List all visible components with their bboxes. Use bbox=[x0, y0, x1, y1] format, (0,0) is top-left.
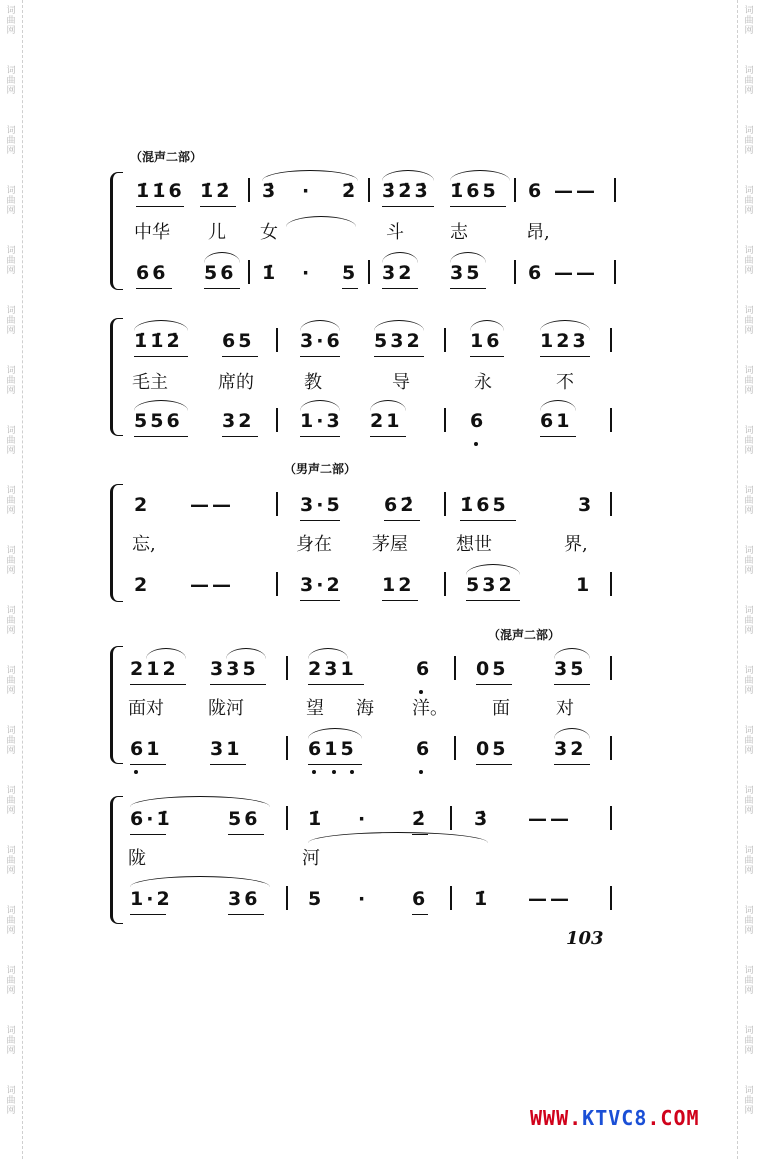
slur bbox=[286, 216, 356, 227]
note-group: 6·1̇ bbox=[130, 808, 173, 830]
note-group: —— bbox=[554, 262, 598, 284]
slur bbox=[382, 252, 418, 263]
note-group: 05 bbox=[476, 738, 509, 760]
bar-line bbox=[368, 260, 370, 284]
margin-watermark-glyphs: 词 曲 网 bbox=[6, 606, 16, 636]
margin-watermark-glyphs: 词 曲 网 bbox=[744, 546, 754, 576]
low-octave-dot bbox=[474, 442, 478, 446]
bar-line bbox=[444, 328, 446, 352]
note-group: 56 bbox=[204, 262, 237, 284]
slur bbox=[554, 728, 590, 739]
note-group: 65 bbox=[222, 330, 255, 352]
underline bbox=[412, 914, 428, 915]
margin-watermark-glyphs: 词 曲 网 bbox=[744, 366, 754, 396]
bar-line bbox=[610, 328, 612, 352]
section-label-male-duet: （男声二部） bbox=[284, 462, 357, 476]
bar-line bbox=[454, 656, 456, 680]
bar-line bbox=[286, 886, 288, 910]
slur bbox=[262, 170, 358, 181]
bar-line bbox=[610, 572, 612, 596]
lyric-text: 望 bbox=[306, 698, 324, 719]
underline bbox=[554, 764, 590, 765]
note-group: 1̇65 bbox=[460, 494, 509, 516]
underline bbox=[134, 356, 188, 357]
margin-watermark-glyphs: 词 曲 网 bbox=[6, 1026, 16, 1056]
underline bbox=[540, 356, 590, 357]
bar-line bbox=[444, 572, 446, 596]
upper-voice-row bbox=[110, 490, 630, 520]
bar-line bbox=[614, 260, 616, 284]
slur bbox=[554, 648, 590, 659]
note-group: 3·6 bbox=[300, 330, 343, 352]
upper-voice-row bbox=[110, 654, 630, 684]
underline bbox=[210, 764, 246, 765]
note-group: 21 bbox=[370, 410, 403, 432]
underline bbox=[210, 684, 266, 685]
note-group: 532 bbox=[466, 574, 515, 596]
lyric-text: 河 bbox=[302, 848, 320, 869]
slur bbox=[134, 400, 188, 411]
note-group: 3̇ bbox=[262, 180, 279, 202]
lyric-row bbox=[110, 530, 630, 560]
site-prefix: WWW. bbox=[530, 1106, 583, 1130]
slur bbox=[308, 648, 348, 659]
lyric-text: 忘, bbox=[132, 534, 156, 555]
margin-watermark-glyphs: 词 曲 网 bbox=[744, 846, 754, 876]
lyric-row bbox=[110, 368, 630, 398]
slur bbox=[450, 170, 510, 181]
note-group: 335 bbox=[210, 658, 259, 680]
underline bbox=[466, 600, 520, 601]
note-group: 1̇2̇ bbox=[200, 180, 233, 202]
underline bbox=[200, 206, 236, 207]
lyric-text: 面对 bbox=[128, 698, 164, 719]
note-group: 12 bbox=[382, 574, 415, 596]
bar-line bbox=[514, 178, 516, 202]
lyric-text: 想世 bbox=[456, 534, 492, 555]
bar-line bbox=[610, 806, 612, 830]
bar-line bbox=[610, 492, 612, 516]
margin-watermark-glyphs: 词 曲 网 bbox=[744, 306, 754, 336]
margin-watermark-glyphs: 词 曲 网 bbox=[744, 966, 754, 996]
bar-line bbox=[276, 572, 278, 596]
note-group: 31 bbox=[210, 738, 243, 760]
lower-voice-row bbox=[110, 406, 630, 436]
lyric-text: 身在 bbox=[296, 534, 332, 555]
note-group: 3 bbox=[578, 494, 595, 516]
lyric-text: 昂, bbox=[526, 222, 550, 243]
slur bbox=[374, 320, 424, 331]
low-octave-dot bbox=[312, 770, 316, 774]
score-system-5 bbox=[110, 790, 630, 930]
lyric-text: 教 bbox=[304, 372, 322, 393]
note-group: 56 bbox=[228, 808, 261, 830]
underline bbox=[540, 436, 576, 437]
slur bbox=[134, 320, 188, 331]
lyric-text: 永 bbox=[474, 372, 492, 393]
slur bbox=[130, 796, 270, 807]
margin-watermark-glyphs: 词 曲 网 bbox=[6, 546, 16, 576]
underline bbox=[374, 356, 424, 357]
bar-line bbox=[610, 408, 612, 432]
note-group: 16 bbox=[470, 330, 503, 352]
margin-watermark-glyphs: 词 曲 网 bbox=[6, 846, 16, 876]
note-group: · bbox=[302, 180, 313, 202]
section-label-mixed-duet: （混声二部） bbox=[130, 150, 203, 164]
slur bbox=[146, 648, 186, 659]
note-group: 212 bbox=[130, 658, 179, 680]
margin-watermark-glyphs: 词 曲 网 bbox=[6, 906, 16, 936]
low-octave-dot bbox=[350, 770, 354, 774]
low-octave-dot bbox=[134, 770, 138, 774]
slur bbox=[226, 648, 266, 659]
bar-line bbox=[450, 806, 452, 830]
underline bbox=[450, 288, 486, 289]
underline bbox=[300, 600, 340, 601]
note-group: 36 bbox=[228, 888, 261, 910]
underline bbox=[470, 356, 504, 357]
note-group: 32 bbox=[554, 738, 587, 760]
slur bbox=[204, 252, 240, 263]
note-group: 556 bbox=[134, 410, 183, 432]
margin-watermark-glyphs: 词 曲 网 bbox=[6, 306, 16, 336]
margin-watermark-glyphs: 词 曲 网 bbox=[744, 606, 754, 636]
note-group: 32 bbox=[382, 262, 415, 284]
margin-watermark-glyphs: 词 曲 网 bbox=[6, 246, 16, 276]
note-group: —— bbox=[190, 574, 234, 596]
bar-line bbox=[248, 178, 250, 202]
bar-line bbox=[450, 886, 452, 910]
bar-line bbox=[276, 328, 278, 352]
underline bbox=[476, 764, 512, 765]
note-group: —— bbox=[554, 180, 598, 202]
low-octave-dot bbox=[332, 770, 336, 774]
underline bbox=[342, 288, 358, 289]
margin-watermark-glyphs: 词 曲 网 bbox=[6, 966, 16, 996]
slur bbox=[450, 252, 486, 263]
lyric-row bbox=[110, 844, 630, 874]
note-group: —— bbox=[190, 494, 234, 516]
lyric-text: 志 bbox=[450, 222, 468, 243]
note-group: 532 bbox=[374, 330, 423, 352]
note-group: 3·5 bbox=[300, 494, 343, 516]
note-group: 1̇ bbox=[262, 262, 279, 284]
score-system-3 bbox=[110, 478, 630, 608]
underline bbox=[308, 684, 364, 685]
margin-watermark-glyphs: 词 曲 网 bbox=[6, 186, 16, 216]
bar-line bbox=[454, 736, 456, 760]
upper-voice-row bbox=[110, 326, 630, 356]
note-group: 1·3 bbox=[300, 410, 343, 432]
margin-watermark-glyphs: 词 曲 网 bbox=[6, 1086, 16, 1116]
bar-line bbox=[610, 736, 612, 760]
margin-watermark-glyphs: 词 曲 网 bbox=[744, 1026, 754, 1056]
note-group: 3̇2̇3̇ bbox=[382, 180, 431, 202]
margin-watermark-glyphs: 词 曲 网 bbox=[744, 6, 754, 36]
note-group: 6 bbox=[528, 180, 545, 202]
lyric-text: 茅屋 bbox=[372, 534, 408, 555]
slur bbox=[382, 170, 434, 181]
note-group: 615 bbox=[308, 738, 357, 760]
underline bbox=[228, 834, 264, 835]
upper-voice-row bbox=[110, 804, 630, 834]
note-group: 6 bbox=[470, 410, 487, 432]
note-group: 1̇1̇2̇ bbox=[134, 330, 183, 352]
underline bbox=[222, 436, 258, 437]
note-group: 2̇ bbox=[412, 808, 429, 830]
underline bbox=[384, 520, 420, 521]
slur bbox=[370, 400, 406, 411]
lower-voice-row bbox=[110, 734, 630, 764]
bar-line bbox=[248, 260, 250, 284]
note-group: 61 bbox=[130, 738, 163, 760]
margin-watermark-glyphs: 词 曲 网 bbox=[6, 6, 16, 36]
margin-watermark-glyphs: 词 曲 网 bbox=[744, 1086, 754, 1116]
bar-line bbox=[286, 806, 288, 830]
lower-voice-row bbox=[110, 258, 630, 288]
site-suffix: .COM bbox=[647, 1106, 700, 1130]
underline bbox=[130, 914, 166, 915]
underline bbox=[382, 288, 418, 289]
underline bbox=[382, 600, 418, 601]
lyric-text: 儿 bbox=[208, 222, 226, 243]
score-system-4 bbox=[110, 640, 630, 770]
underline bbox=[300, 436, 340, 437]
note-group: 66 bbox=[136, 262, 169, 284]
bar-line bbox=[368, 178, 370, 202]
slur bbox=[466, 564, 520, 575]
note-group: 231 bbox=[308, 658, 357, 680]
margin-watermark-glyphs: 词 曲 网 bbox=[6, 666, 16, 696]
margin-watermark-glyphs: 词 曲 网 bbox=[6, 126, 16, 156]
slur bbox=[300, 320, 340, 331]
lyric-text: 席的 bbox=[218, 372, 254, 393]
margin-watermark-glyphs: 词 曲 网 bbox=[744, 786, 754, 816]
underline bbox=[134, 436, 188, 437]
underline bbox=[300, 520, 340, 521]
bar-line bbox=[614, 178, 616, 202]
lyric-text: 不 bbox=[556, 372, 574, 393]
note-group: 32 bbox=[222, 410, 255, 432]
site-name: KTVC8 bbox=[582, 1106, 648, 1130]
note-group: 1̇65 bbox=[450, 180, 499, 202]
score-system-1 bbox=[110, 166, 630, 296]
underline bbox=[228, 914, 264, 915]
note-group: 62̇ bbox=[384, 494, 417, 516]
lyric-text: 女 bbox=[260, 222, 278, 243]
underline bbox=[204, 288, 240, 289]
note-group: · bbox=[302, 262, 313, 284]
bar-line bbox=[286, 656, 288, 680]
margin-watermark-glyphs: 词 曲 网 bbox=[6, 726, 16, 756]
slur bbox=[470, 320, 504, 331]
margin-watermark-glyphs: 词 曲 网 bbox=[744, 246, 754, 276]
lyric-text: 陇河 bbox=[208, 698, 244, 719]
note-group: 1̇1̇6 bbox=[136, 180, 185, 202]
note-group: 6 bbox=[412, 888, 429, 910]
margin-watermark-glyphs: 词 曲 网 bbox=[744, 906, 754, 936]
margin-watermark-glyphs: 词 曲 网 bbox=[744, 666, 754, 696]
margin-watermark-glyphs: 词 曲 网 bbox=[744, 426, 754, 456]
bar-line bbox=[286, 736, 288, 760]
note-group: 2 bbox=[134, 574, 151, 596]
margin-watermark-glyphs: 词 曲 网 bbox=[744, 66, 754, 96]
lyric-text: 毛主 bbox=[132, 372, 168, 393]
note-group: —— bbox=[528, 808, 572, 830]
note-group: 123 bbox=[540, 330, 589, 352]
note-group: 35 bbox=[450, 262, 483, 284]
lyric-text: 洋。 bbox=[412, 698, 448, 719]
note-group: 5 bbox=[342, 262, 359, 284]
lyric-text: 斗 bbox=[386, 222, 404, 243]
site-watermark-logo bbox=[530, 1106, 700, 1130]
note-group: 1·2 bbox=[130, 888, 173, 910]
margin-watermark-glyphs: 词 曲 网 bbox=[6, 786, 16, 816]
lyric-text: 海 bbox=[356, 698, 374, 719]
underline bbox=[130, 684, 186, 685]
underline bbox=[476, 684, 512, 685]
underline bbox=[222, 356, 258, 357]
note-group: 05 bbox=[476, 658, 509, 680]
margin-watermark-glyphs: 词 曲 网 bbox=[6, 66, 16, 96]
note-group: 2̇ bbox=[342, 180, 359, 202]
slur bbox=[540, 320, 590, 331]
underline bbox=[130, 764, 166, 765]
lyric-row bbox=[110, 218, 630, 248]
lyric-text: 中华 bbox=[134, 222, 170, 243]
underline bbox=[450, 206, 506, 207]
underline bbox=[300, 356, 340, 357]
note-group: 2 bbox=[134, 494, 151, 516]
note-group: 35 bbox=[554, 658, 587, 680]
bar-line bbox=[276, 408, 278, 432]
bar-line bbox=[444, 408, 446, 432]
note-group: · bbox=[358, 888, 369, 910]
margin-watermark-glyphs: 词 曲 网 bbox=[6, 486, 16, 516]
margin-watermark-glyphs: 词 曲 网 bbox=[744, 126, 754, 156]
low-octave-dot bbox=[419, 770, 423, 774]
underline bbox=[130, 834, 166, 835]
score-system-2 bbox=[110, 312, 630, 442]
note-group: 6 bbox=[528, 262, 545, 284]
margin-watermark-glyphs: 词 曲 网 bbox=[744, 186, 754, 216]
note-group: 6 bbox=[416, 738, 433, 760]
note-group: 1 bbox=[576, 574, 593, 596]
note-group: 61 bbox=[540, 410, 573, 432]
lyric-text: 面 bbox=[492, 698, 510, 719]
margin-watermark-glyphs: 词 曲 网 bbox=[744, 726, 754, 756]
underline bbox=[460, 520, 516, 521]
note-group: 1̇ bbox=[474, 888, 491, 910]
bar-line bbox=[276, 492, 278, 516]
lyric-text: 陇 bbox=[128, 848, 146, 869]
lower-voice-row bbox=[110, 884, 630, 914]
underline bbox=[554, 684, 590, 685]
note-group: 5 bbox=[308, 888, 325, 910]
lyric-row bbox=[110, 694, 630, 724]
note-group: · bbox=[358, 808, 369, 830]
lyric-text: 导 bbox=[392, 372, 410, 393]
slur bbox=[130, 876, 270, 887]
note-group: 1̇ bbox=[308, 808, 325, 830]
lyric-text: 界, bbox=[564, 534, 588, 555]
slur bbox=[300, 400, 340, 411]
bar-line bbox=[610, 656, 612, 680]
section-label-mixed-duet: （混声二部） bbox=[488, 628, 561, 642]
page-number: 103 bbox=[566, 928, 604, 949]
underline bbox=[308, 764, 362, 765]
note-group: 3·2 bbox=[300, 574, 343, 596]
margin-watermark-glyphs: 词 曲 网 bbox=[6, 366, 16, 396]
note-group: 6 bbox=[416, 658, 433, 680]
margin-watermark-glyphs: 词 曲 网 bbox=[6, 426, 16, 456]
lyric-text: 对 bbox=[556, 698, 574, 719]
underline bbox=[136, 288, 172, 289]
slur bbox=[540, 400, 576, 411]
slur bbox=[308, 728, 362, 739]
bar-line bbox=[514, 260, 516, 284]
note-group: —— bbox=[528, 888, 572, 910]
bar-line bbox=[610, 886, 612, 910]
upper-voice-row bbox=[110, 176, 630, 206]
underline bbox=[370, 436, 406, 437]
note-group: 3̇ bbox=[474, 808, 491, 830]
bar-line bbox=[444, 492, 446, 516]
margin-watermark-glyphs: 词 曲 网 bbox=[744, 486, 754, 516]
underline bbox=[136, 206, 184, 207]
lower-voice-row bbox=[110, 570, 630, 600]
underline bbox=[382, 206, 434, 207]
